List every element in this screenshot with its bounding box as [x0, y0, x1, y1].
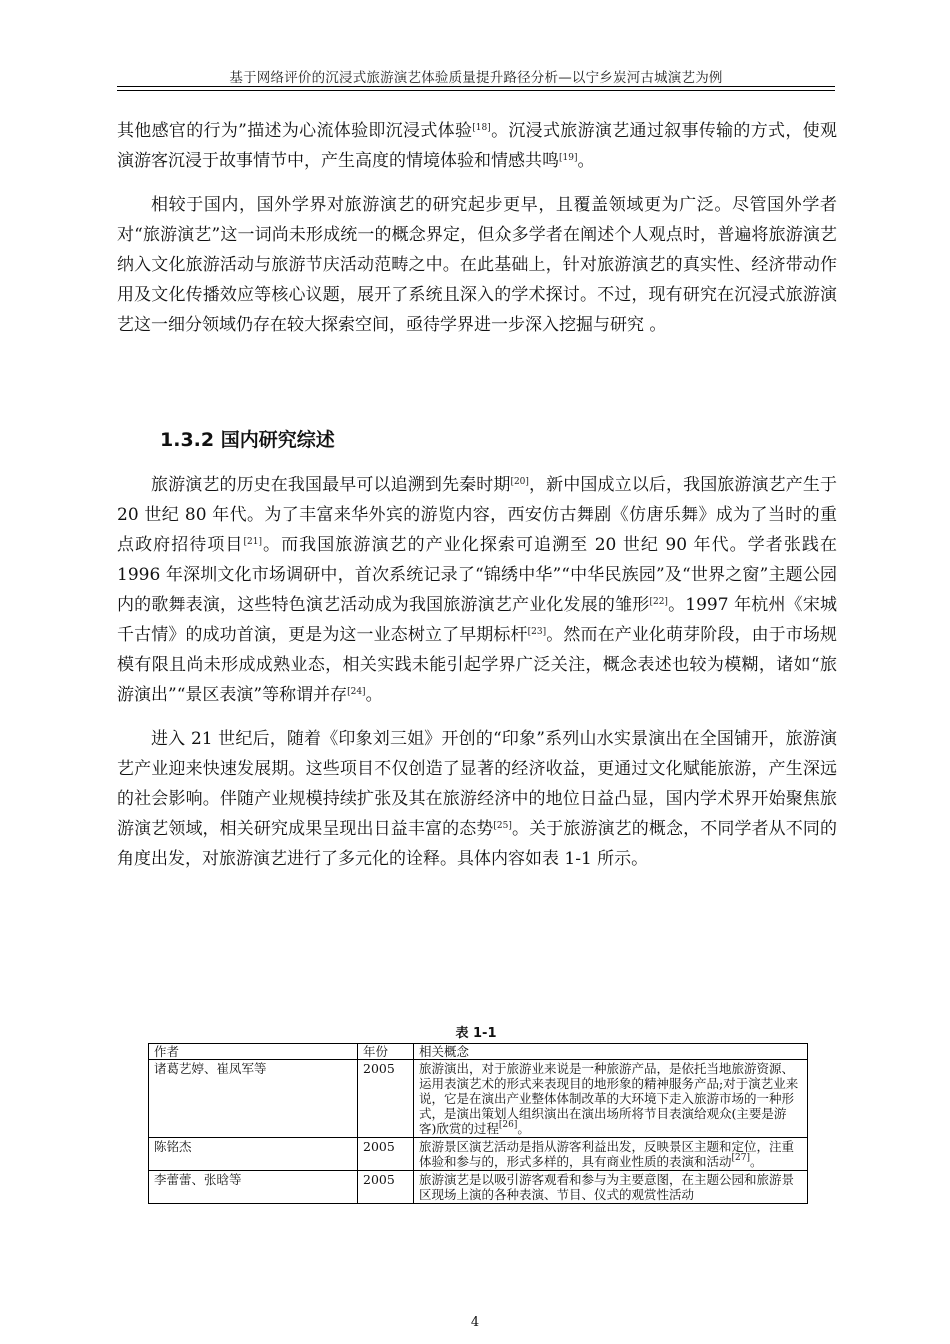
header-concept: 相关概念 — [414, 1044, 808, 1060]
citation-26: [26] — [498, 1120, 518, 1130]
paragraph-4: 进入 21 世纪后，随着《印象刘三姐》开创的“印象”系列山水实景演出在全国铺开，旅游演艺产业迎来快速发展期。这些项目不仅创造了显著的经济收益，更通过文化赋能旅游，产生深远的社会影响。伴随产业规模持续扩张及其在旅游经济中的地位日益凸显，国内学术界开始聚焦旅游演艺领域，相关研究成果呈现出日益丰富的态势[25]。关于旅游演艺的概念，不同学者从不同的角度出发，对旅游演艺进行了多元化的诠释。具体内容如表 1-1 所示。 — [117, 729, 837, 869]
running-header: 基于网络评价的沉浸式旅游演艺体验质量提升路径分析—以宁乡炭河古城演艺为例 — [229, 70, 723, 86]
cell-year: 2005 — [358, 1171, 414, 1204]
paragraph-2: 相较于国内，国外学界对旅游演艺的研究起步更早，且覆盖领域更为广泛。尽管国外学者对“旅游演艺”这一词尚未形成统一的概念界定，但众多学者在阐述个人观点时，普遍将旅游演艺纳入文化旅游活动与旅游节庆活动范畴之中。在此基础上，针对旅游演艺的真实性、经济带动作用及文化传播效应等核心议题，展开了系统且深入的学术探讨。不过，现有研究在沉浸式旅游演艺这一细分领域仍存在较大探索空间，亟待学界进一步深入挖掘与研究 。 — [117, 195, 837, 335]
paragraph-3: 旅游演艺的历史在我国最早可以追溯到先秦时期[20]，新中国成立以后，我国旅游演艺产生于 20 世纪 80 年代。为了丰富来华外宾的游览内容，西安仿古舞剧《仿唐乐舞》成为了当时的重点政府招待项目[21]。而我国旅游演艺的产业化探索可追溯至 20 世纪 90 年代。学者张践在 1996 年深圳文化市场调研中，首次系统记录了“锦绣中华”“中华民族园”及“世界之窗”主题公园内的歌舞表演，这些特色演艺活动成为我国旅游演艺产业化发展的雏形[22]。1997 年杭州《宋城千古情》的成功首演，更是为这一业态树立了早期标杆[23]。然而在产业化萌芽阶段，由于市场规模有限且尚未形成成熟业态，相关实践未能引起学界广泛关注，概念表述也较为模糊，诸如“旅游演出”“景区表演”等称谓并存[24]。 — [117, 475, 838, 705]
cell-year: 2005 — [358, 1060, 414, 1138]
table-row — [149, 1171, 808, 1204]
citation-25: [25] — [493, 821, 512, 831]
table-row — [149, 1138, 808, 1171]
body-text-section — [117, 470, 837, 874]
citation-23: [23] — [527, 627, 547, 637]
cell-author: 李蕾蕾、张晗等 — [149, 1171, 358, 1204]
cell-concept: 旅游演艺是以吸引游客观看和参与为主要意图，在主题公园和旅游景区现场上演的各种表演、节目、仪式的观赏性活动 — [414, 1171, 808, 1204]
cell-concept: 旅游演出，对于旅游业来说是一种旅游产品，是依托当地旅游资源、运用表演艺术的形式来表现目的地形象的精神服务产品;对于演艺业来说，它是在演出产业整体体制改革的大环境下走入旅游市场的一种形式，是演出策划人组织演出在演出场所将节目表演给观众(主要是游客)欣赏的过程[26]。 — [414, 1060, 808, 1138]
citation-27: [27] — [731, 1153, 750, 1163]
paragraph-1: 其他感官的行为”描述为心流体验即沉浸式体验[18]。沉浸式旅游演艺通过叙事传输的方式，使观演游客沉浸于故事情节中，产生高度的情境体验和情感共鸣[19]。 — [117, 121, 837, 171]
section-heading: 1.3.2 国内研究综述 — [160, 429, 335, 451]
citation-24: [24] — [347, 687, 366, 697]
table-row — [149, 1060, 808, 1138]
citation-18: [18] — [472, 123, 491, 133]
table-header-row — [149, 1044, 808, 1060]
header-year: 年份 — [358, 1044, 414, 1060]
header-rule-thick — [117, 86, 835, 87]
cell-year: 2005 — [358, 1138, 414, 1171]
cell-author: 诸葛艺婷、崔凤军等 — [149, 1060, 358, 1138]
concept-table — [148, 1043, 808, 1204]
page-number: 4 — [470, 1315, 480, 1330]
citation-22: [22] — [649, 597, 668, 607]
header-author: 作者 — [149, 1044, 358, 1060]
table-caption: 表 1-1 — [455, 1026, 497, 1041]
cell-author: 陈铭杰 — [149, 1138, 358, 1171]
body-text — [117, 116, 837, 340]
cell-concept: 旅游景区演艺活动是指从游客利益出发，反映景区主题和定位，注重体验和参与的，形式多样的，具有商业性质的表演和活动[27]。 — [414, 1138, 808, 1171]
citation-19: [19] — [559, 153, 578, 163]
citation-20: [20] — [510, 477, 529, 487]
header-rule-thin — [117, 90, 835, 91]
citation-21: [21] — [243, 537, 262, 547]
